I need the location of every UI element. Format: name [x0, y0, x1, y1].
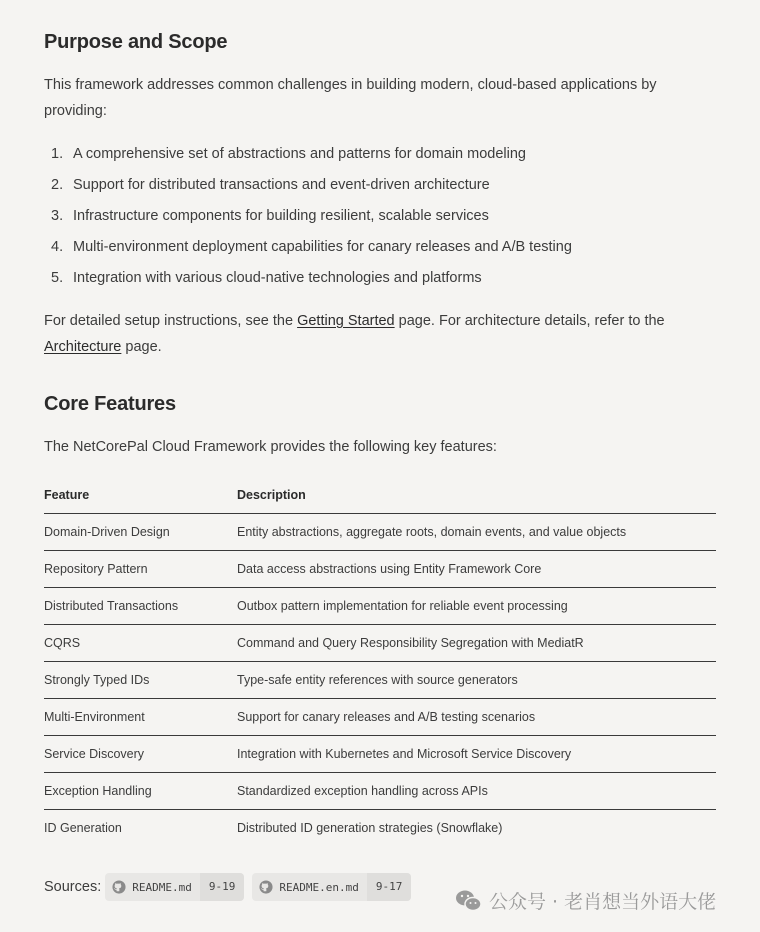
getting-started-link[interactable]: Getting Started — [297, 313, 395, 329]
text: page. — [121, 339, 162, 355]
description-cell: Entity abstractions, aggregate roots, domain events, and value objects — [237, 514, 716, 551]
section-heading-purpose: Purpose and Scope — [44, 31, 228, 53]
list-number: 5. — [51, 270, 64, 286]
list-item — [44, 172, 716, 203]
description-cell: Outbox pattern implementation for reliable event processing — [237, 588, 716, 625]
text: For detailed setup instructions, see the — [44, 313, 298, 329]
sources-label: Sources: — [44, 879, 102, 895]
table-row — [44, 625, 716, 662]
list-text: Infrastructure components for building resilient, scalable services — [73, 208, 489, 224]
list-item — [44, 203, 716, 234]
table-row — [44, 699, 716, 736]
feature-cell: Service Discovery — [44, 736, 237, 773]
source-file — [252, 880, 366, 894]
source-file — [105, 880, 200, 894]
references-paragraph — [44, 308, 716, 360]
core-intro: The NetCorePal Cloud Framework provides the following key features: — [44, 439, 497, 455]
feature-cell: Strongly Typed IDs — [44, 662, 237, 699]
source-chip-readme[interactable] — [105, 873, 244, 901]
purpose-intro: This framework addresses common challenges in building modern, cloud-based applications by providing: — [44, 77, 657, 119]
description-cell: Distributed ID generation strategies (Snowflake) — [237, 821, 503, 835]
section-heading-core-features: Core Features — [44, 393, 176, 415]
column-header-description: Description — [237, 477, 716, 514]
feature-cell: Repository Pattern — [44, 551, 237, 588]
table-row — [44, 588, 716, 625]
table-row — [44, 736, 716, 773]
source-line-range: 9-17 — [367, 873, 412, 901]
feature-cell: CQRS — [44, 625, 237, 662]
description-cell: Integration with Kubernetes and Microsoft Service Discovery — [237, 736, 716, 773]
column-header-feature: Feature — [44, 477, 237, 514]
table-row — [44, 662, 716, 699]
sources-bar — [44, 873, 419, 901]
description-cell: Data access abstractions using Entity Framework Core — [237, 551, 716, 588]
list-item — [44, 265, 716, 296]
purpose-list — [44, 141, 716, 296]
source-chip-readme-en[interactable] — [252, 873, 411, 901]
feature-cell: Exception Handling — [44, 773, 237, 810]
description-cell: Standardized exception handling across APIs — [237, 773, 716, 810]
source-filename: README.md — [132, 880, 192, 894]
list-text: A comprehensive set of abstractions and patterns for domain modeling — [73, 146, 526, 162]
table-row — [44, 773, 716, 810]
wechat-icon — [455, 889, 483, 913]
table-row — [44, 810, 716, 847]
text: page. For architecture details, refer to the — [394, 313, 665, 329]
features-table — [44, 477, 716, 846]
description-cell: Support for canary releases and A/B testing scenarios — [237, 699, 716, 736]
list-number: 3. — [51, 208, 64, 224]
list-number: 4. — [51, 239, 64, 255]
watermark-text: 公众号 · 老肖想当外语大佬 — [489, 891, 717, 913]
description-cell: Command and Query Responsibility Segregation with MediatR — [237, 625, 716, 662]
table-row — [44, 514, 716, 551]
wechat-watermark — [455, 887, 716, 914]
github-icon — [259, 880, 273, 894]
list-item — [44, 234, 716, 265]
architecture-link[interactable]: Architecture — [44, 339, 122, 355]
feature-cell: Multi-Environment — [44, 699, 237, 736]
feature-cell: ID Generation — [44, 821, 122, 835]
list-number: 1. — [51, 146, 64, 162]
source-line-range: 9-19 — [200, 873, 245, 901]
list-text: Integration with various cloud-native technologies and platforms — [73, 270, 482, 286]
github-icon — [112, 880, 126, 894]
list-text: Support for distributed transactions and event-driven architecture — [73, 177, 490, 193]
source-filename: README.en.md — [279, 880, 359, 894]
list-item — [44, 141, 716, 172]
list-number: 2. — [51, 177, 64, 193]
list-text: Multi-environment deployment capabilities for canary releases and A/B testing — [73, 239, 572, 255]
feature-cell: Distributed Transactions — [44, 588, 237, 625]
table-row — [44, 551, 716, 588]
feature-cell: Domain-Driven Design — [44, 514, 237, 551]
table-header-row — [44, 477, 716, 514]
description-cell: Type-safe entity references with source generators — [237, 662, 716, 699]
